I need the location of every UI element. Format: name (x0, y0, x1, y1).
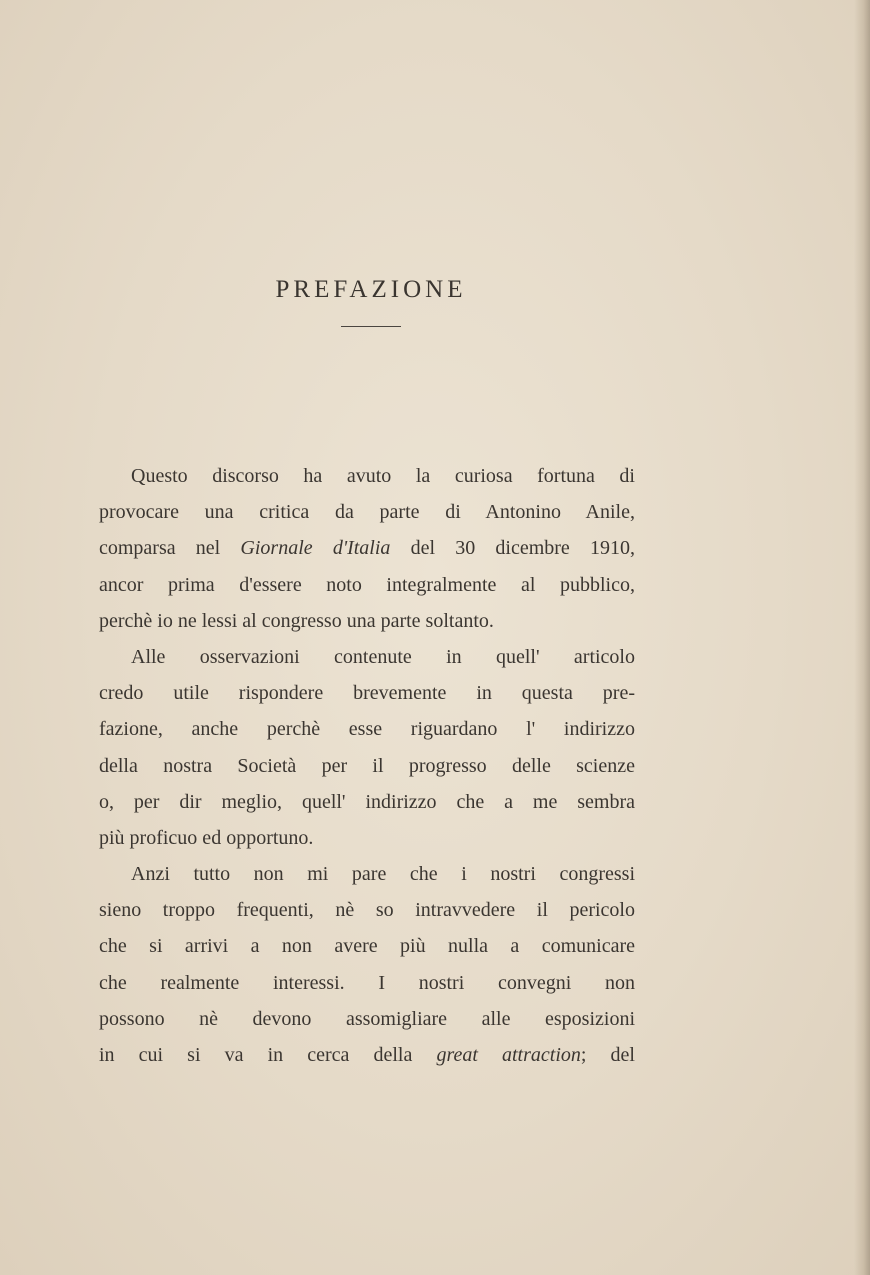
text-line: della nostra Società per il progresso delle scienze (99, 754, 635, 777)
text-line: più proficuo ed opportuno. (99, 826, 314, 849)
page-heading: PREFAZIONE (275, 276, 467, 303)
text-line: sieno troppo frequenti, nè so intravvedere il pericolo (99, 899, 635, 922)
text-line: che si arrivi a non avere più nulla a comunicare (99, 935, 635, 958)
text-line: che realmente interessi. I nostri convegni non (99, 971, 635, 994)
text-line: provocare una critica da parte di Antonino Anile, (99, 501, 635, 524)
text-segment: comparsa nel (99, 537, 241, 560)
text-line (99, 1037, 635, 1073)
text-line: Questo discorso ha avuto la curiosa fortuna di (131, 465, 635, 487)
heading-rule (341, 326, 401, 327)
text-line: Anzi tutto non mi pare che i nostri congressi (131, 863, 635, 886)
text-line: Alle osservazioni contenute in quell' articolo (131, 645, 635, 668)
text-segment: in cui si va in cerca della (99, 1044, 437, 1066)
text-segment: ; del (580, 1044, 635, 1066)
text-line: o, per dir meglio, quell' indirizzo che a me sembra (99, 790, 635, 813)
page-edge-shadow (854, 0, 870, 1275)
text-line (99, 530, 635, 566)
journal-title-italic: Giornale d'Italia (240, 537, 391, 560)
body-text (99, 458, 635, 1073)
text-line: credo utile rispondere brevemente in questa pre- (99, 682, 635, 705)
text-line: possono nè devono assomigliare alle esposizioni (99, 1007, 635, 1030)
text-segment: del 30 dicembre 1910, (390, 537, 635, 560)
text-line: fazione, anche perchè esse riguardano l' indirizzo (99, 718, 635, 741)
text-line: perchè io ne lessi al congresso una parte soltanto. (99, 609, 494, 632)
phrase-italic: great attraction (436, 1044, 581, 1066)
text-line: ancor prima d'essere noto integralmente al pubblico, (99, 573, 635, 596)
